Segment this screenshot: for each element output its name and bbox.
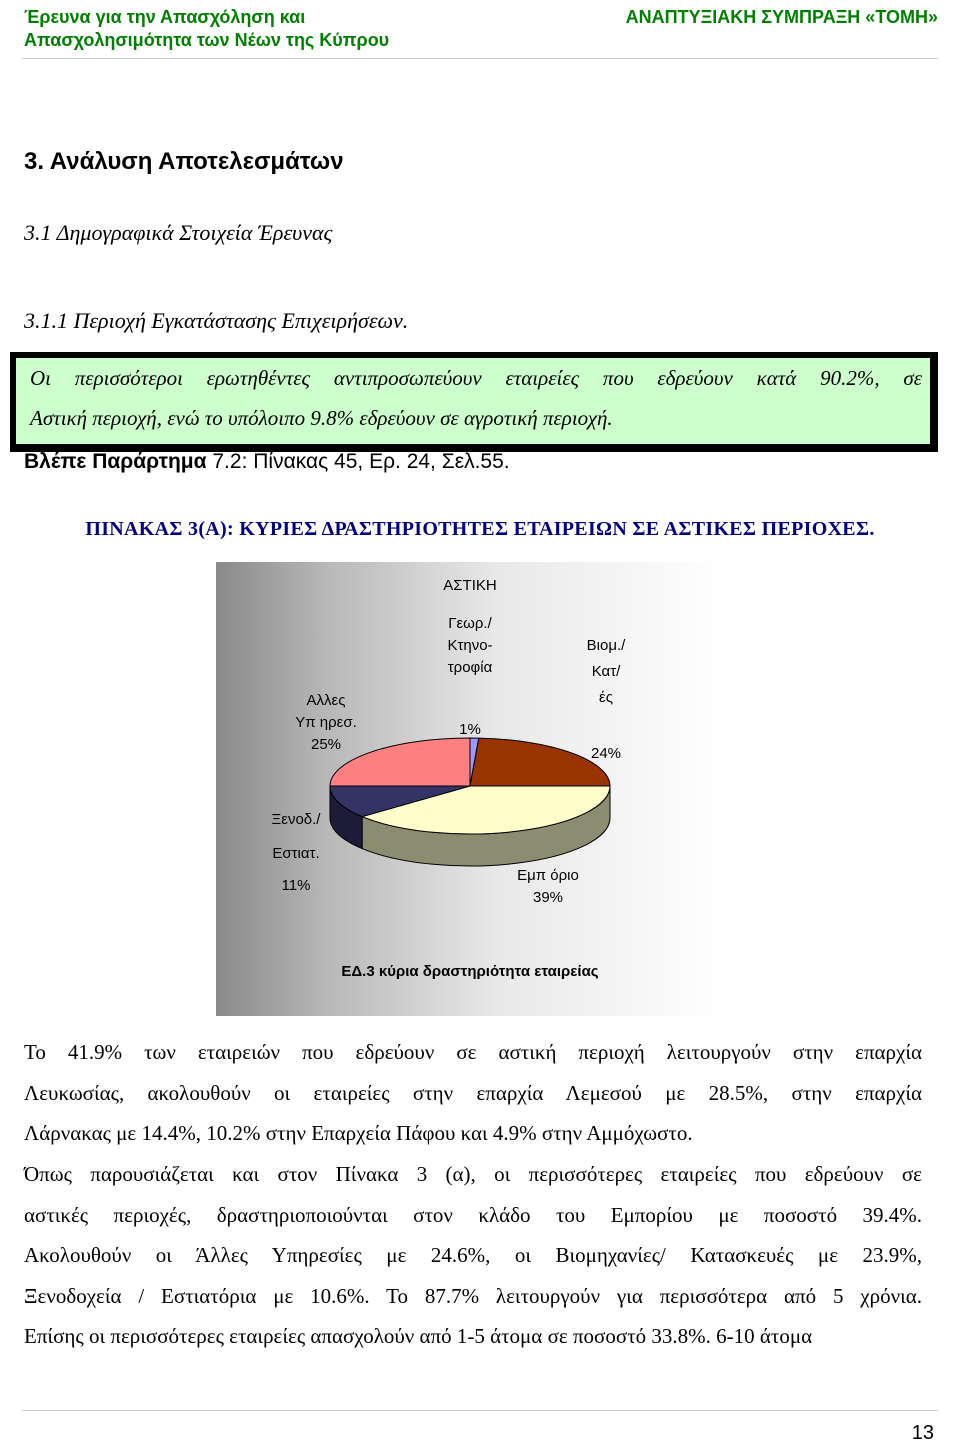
highlight-line1: Οι περισσότεροι ερωτηθέντες αντιπροσωπεύουν εταιρείες που εδρεύουν κατά 90.2%, σε [30, 366, 922, 390]
paragraph-line: Το 41.9% των εταιρειών που εδρεύουν σε αστική περιοχή λειτουργούν στην επαρχία [24, 1040, 922, 1064]
pie-slice-4 [330, 738, 470, 786]
pie-label-2: Εμπ όριο [517, 867, 579, 884]
paragraph-line: Ξενοδοχεία / Εστιατόρια με 10.6%. Το 87.7% λειτουργούν για περισσότερα από 5 χρόνια. [24, 1283, 922, 1308]
pie-value-label-2: 39% [532, 889, 564, 906]
header-left [24, 6, 389, 52]
reference-bold: Βλέπε Παράρτημα [24, 450, 207, 473]
section-title: 3. Ανάλυση Αποτελεσμάτων [24, 148, 344, 175]
pie-value-label-4: 25% [310, 736, 342, 753]
highlight-line2: Αστική περιοχή, ενώ το υπόλοιπο 9.8% εδρεύουν σε αγροτική περιοχή. [30, 406, 613, 430]
paragraph-line: Επίσης οι περισσότερες εταιρείες απασχολούν από 1-5 άτομα σε ποσοστό 33.8%. 6-10 άτομα [24, 1324, 813, 1348]
pie-label-1: ές [599, 689, 613, 706]
paragraph-1 [24, 1032, 922, 1154]
pie-label-0: τροφία [447, 659, 493, 676]
header-right: ΑΝΑΠΤΥΞΙΑΚΗ ΣΥΜΠΡΑΞΗ «ΤΟΜΗ» [625, 7, 938, 27]
subsubsection-title: 3.1.1 Περιοχή Εγκατάστασης Επιχειρήσεων. [24, 308, 409, 333]
page-number: 13 [911, 1422, 934, 1444]
paragraph-line: Λάρνακας με 14.4%, 10.2% στην Επαρχεία Πάφου και 4.9% στην Αμμόχωστο. [24, 1121, 693, 1145]
header-divider [22, 58, 938, 59]
reference-rest: 7.2: Πίνακας 45, Ερ. 24, Σελ.55. [206, 450, 510, 473]
appendix-reference [24, 450, 510, 474]
header-title-line2: Απασχολησιμότητα των Νέων της Κύπρου [24, 30, 390, 50]
pie-value-label-1: 24% [590, 745, 622, 762]
pie-label-4: Αλλες [306, 692, 346, 709]
subsection-title: 3.1 Δημογραφικά Στοιχεία Έρευνας [24, 220, 333, 245]
footer-divider [22, 1410, 938, 1411]
pie-chart-area [216, 562, 724, 1016]
chart-xlabel: ΕΔ.3 κύρια δραστηριότητα εταιρείας [341, 963, 599, 980]
paragraph-line: Όπως παρουσιάζεται και στον Πίνακα 3 (α), οι περισσότερες εταιρείες που εδρεύουν σε [24, 1162, 922, 1186]
table-caption: ΠΙΝΑΚΑΣ 3(Α): ΚΥΡΙΕΣ ΔΡΑΣΤΗΡΙΟΤΗΤΕΣ ΕΤΑΙΡΕΙΩΝ ΣΕ ΑΣΤΙΚΕΣ ΠΕΡΙΟΧΕΣ. [85, 518, 875, 540]
header-title-line1: Έρευνα για την Απασχόληση και [24, 7, 306, 27]
paragraph-2 [24, 1154, 922, 1357]
pie-label-4: Υπ ηρεσ. [295, 714, 357, 731]
pie-label-3: Εστιατ. [272, 845, 320, 862]
pie-value-label-0: 1% [459, 721, 481, 738]
paragraph-line: Ακολουθούν οι Άλλες Υπηρεσίες με 24.6%, οι Βιομηχανίες/ Κατασκευές με 23.9%, [24, 1243, 922, 1267]
pie-label-1: Κατ/ [591, 663, 621, 680]
pie-label-0: Κτηνο- [447, 637, 493, 654]
pie-slice-1 [470, 738, 610, 786]
pie-chart [216, 562, 724, 1016]
pie-value-label-3: 11% [281, 877, 311, 894]
pie-label-0: Γεωρ./ [448, 615, 492, 632]
highlight-box [10, 352, 938, 452]
paragraph-line: Λευκωσίας, ακολουθούν οι εταιρείες στην επαρχία Λεμεσού με 28.5%, στην επαρχία [24, 1080, 922, 1105]
pie-label-1: Βιομ./ [586, 637, 626, 654]
pie-label-3: Ξενοδ./ [271, 811, 321, 828]
chart-title: ΑΣΤΙΚΗ [443, 577, 497, 594]
paragraph-line: αστικές περιοχές, δραστηριοποιούνται στον κλάδο του Εμπορίου με ποσοστό 39.4%. [24, 1202, 922, 1227]
